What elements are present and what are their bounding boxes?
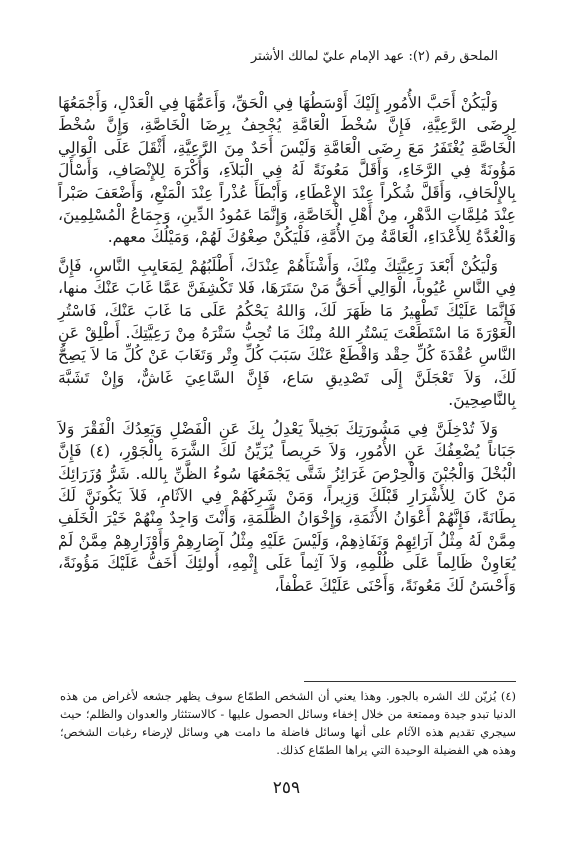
paragraph: وَلْيَكُنْ أَحَبَّ الأُمُورِ إِلَيْكَ أَوْسَطُهَا فِي الْحَقِّ، وَأَعَمُّهَا فِي الْعَدْلِ، وَأَجْمَعُهَا لِرِضَى الرَّعِيَّةِ، فَإِنَّ سُخْطَ الْعَامَّةِ يُجْحِفُ بِرِضَا الْخَاصَّةِ، وَإِنَّ سُخْطَ الْخَاصَّةِ يُغْتَفَرُ مَعَ رِضَى الْعَامَّةِ وَلَيْسَ أَحَدٌ مِنَ الرَّعِيَّةِ، أَثْقَلَ عَلَى الْوَالِي مَؤُونَةً فِي الرَّخَاءِ، وَأَقَلَّ مَعُونَةً لَهُ فِي الْبَلاَءِ، وَأَكْرَهَ لِلإِنْصَافِ، وَأَسْأَلَ بِالإِلْحَافِ، وَأَقَلَّ شُكْراً عِنْدَ الإِعْطَاءِ، وَأَبْطَأَ عُذْراً عِنْدَ الْمَنْعِ، وَأَضْعَفَ صَبْراً عِنْدَ مُلِمَّاتِ الدَّهْرِ، مِنْ أَهْلِ الْخَاصَّةِ، وَإِنَّمَا عَمُودُ الدِّينِ، وَجِمَاعُ الْمُسْلِمِينَ، وَالْعُدَّةُ لِلأَعْدَاءِ، الْعَامَّةُ مِنَ الأُمَّةِ، فَلْيَكُنْ صِغْوُكَ لَهُمْ، وَمَيْلُكَ معهم. xyxy=(58,94,516,247)
paragraph: وَلْيَكُنْ أَبْعَدَ رَعِيَّتِكَ مِنْكَ، وَأَشْنَأَهُمْ عِنْدَكَ، أَطْلَبُهُمْ لِمَعَايِبِ النَّاسِ، فَإِنَّ فِي النَّاسِ عُيُوباً، الْوَالِي أَحَقُّ مَنْ سَتَرَهَا، فَلا تَكْشِفَنَّ عَمَّا غَابَ عَنْكَ منها، فَإِنَّمَا عَلَيْكَ تَطْهِيرُ مَا ظَهَرَ لَكَ، وَاللهُ يَحْكُمُ عَلَى مَا غَابَ عَنْكَ، فَاسْتُرِ الْعَوْرَةَ مَا اسْتَطَعْتَ يَسْتُرِ اللهُ مِنْكَ مَا تُحِبُّ سَتْرَهُ مِنْ رَعِيَّتِكَ. أَطْلِقْ عَنِ النَّاسِ عُقْدَةَ كُلِّ حِقْد وَاقْطَعْ عَنْكَ سَبَبَ كُلِّ وِتْر وَتَغَابَ عَنْ كُلِّ مَا لاَ يَصِحُّ لَكَ، وَلاَ تَعْجَلَنَّ إِلَى تَصْدِيقِ سَاع، فَإِنَّ السَّاعِيَ غَاشٌّ، وَإِنْ تَشَبَّهَ بِالنَّاصِحِينَ. xyxy=(58,256,516,410)
footnote: (٤) يُزيّن لك الشره بالجور. وهذا يعني أن الشخص الطمّاع سوف يظهر جشعه لأغراض من هذه الدنيا تبدو جيدة وممتعة من خلال إخفاء وسائل الحصول عليها - كالاستئثار والعدوان والظلم؛ حيث سيجري تقديم هذه الآثام على أنها وسائل فاضلة ما دامت هي وسائل لإرضاء رغبات الشخص؛ وهذه هي الفضيلة الوحيدة التي يراها الطمّاع كذلك. xyxy=(60,689,516,757)
running-header: الملحق رقم (٢): عهد الإمام عليّ لمالك الأشتر xyxy=(250,49,498,64)
footnote-divider xyxy=(304,681,516,682)
paragraph: وَلاَ تُدْخِلَنَّ فِي مَشُورَتِكَ بَخِيلاً يَعْدِلُ بِكَ عَنِ الْفَضْلِ وَيَعِدُكَ الْفَقْرَ وَلاَ جَبَاناً يُضْعِفُكَ عَنِ الأُمُورِ، وَلاَ حَرِيصاً يُزَيِّنُ لَكَ الشَّرَهَ بِالْجَوْرِ، (٤) فَإِنَّ الْبُخْلَ وَالْجُبْنَ وَالْحِرْصَ غَرَائِزُ شَتَّى يَجْمَعُهَا سُوءُ الظَّنِّ بِالله. شَرُّ وُزَرَائِكَ مَنْ كَانَ لِلأَشْرَارِ قَبْلَكَ وَزِيراً، وَمَنْ شَرِكَهُمْ فِي الآثَامِ، فَلاَ يَكُونَنَّ لَكَ بِطَانَةً، فَإِنَّهُمْ أَعْوَانُ الأَثَمَةِ، وَإِخْوَانُ الظَّلَمَةِ، وَأَنْتَ وَاجِدٌ مِنْهُمْ خَيْرَ الْخَلَفِ مِمَّنْ لَهُ مِثْلُ آرَائِهِمْ وَنَفَاذِهِمْ، وَلَيْسَ عَلَيْهِ مِثْلُ آصَارِهِمْ وَأَوْزَارِهِمْ مِمَّنْ لَمْ يُعَاوِنْ ظَالِماً عَلَى ظُلْمِهِ، وَلاَ آثِماً عَلَى إِثْمِهِ، أُولئِكَ أَخَفُّ عَلَيْكَ مَؤُونَةً، وَأَحْسَنُ لَكَ مَعُونَةً، وَأَحْنَى عَلَيْكَ عَطْفاً، xyxy=(58,419,516,595)
page-number: ٢٥٩ xyxy=(272,778,301,798)
main-text xyxy=(58,92,516,603)
